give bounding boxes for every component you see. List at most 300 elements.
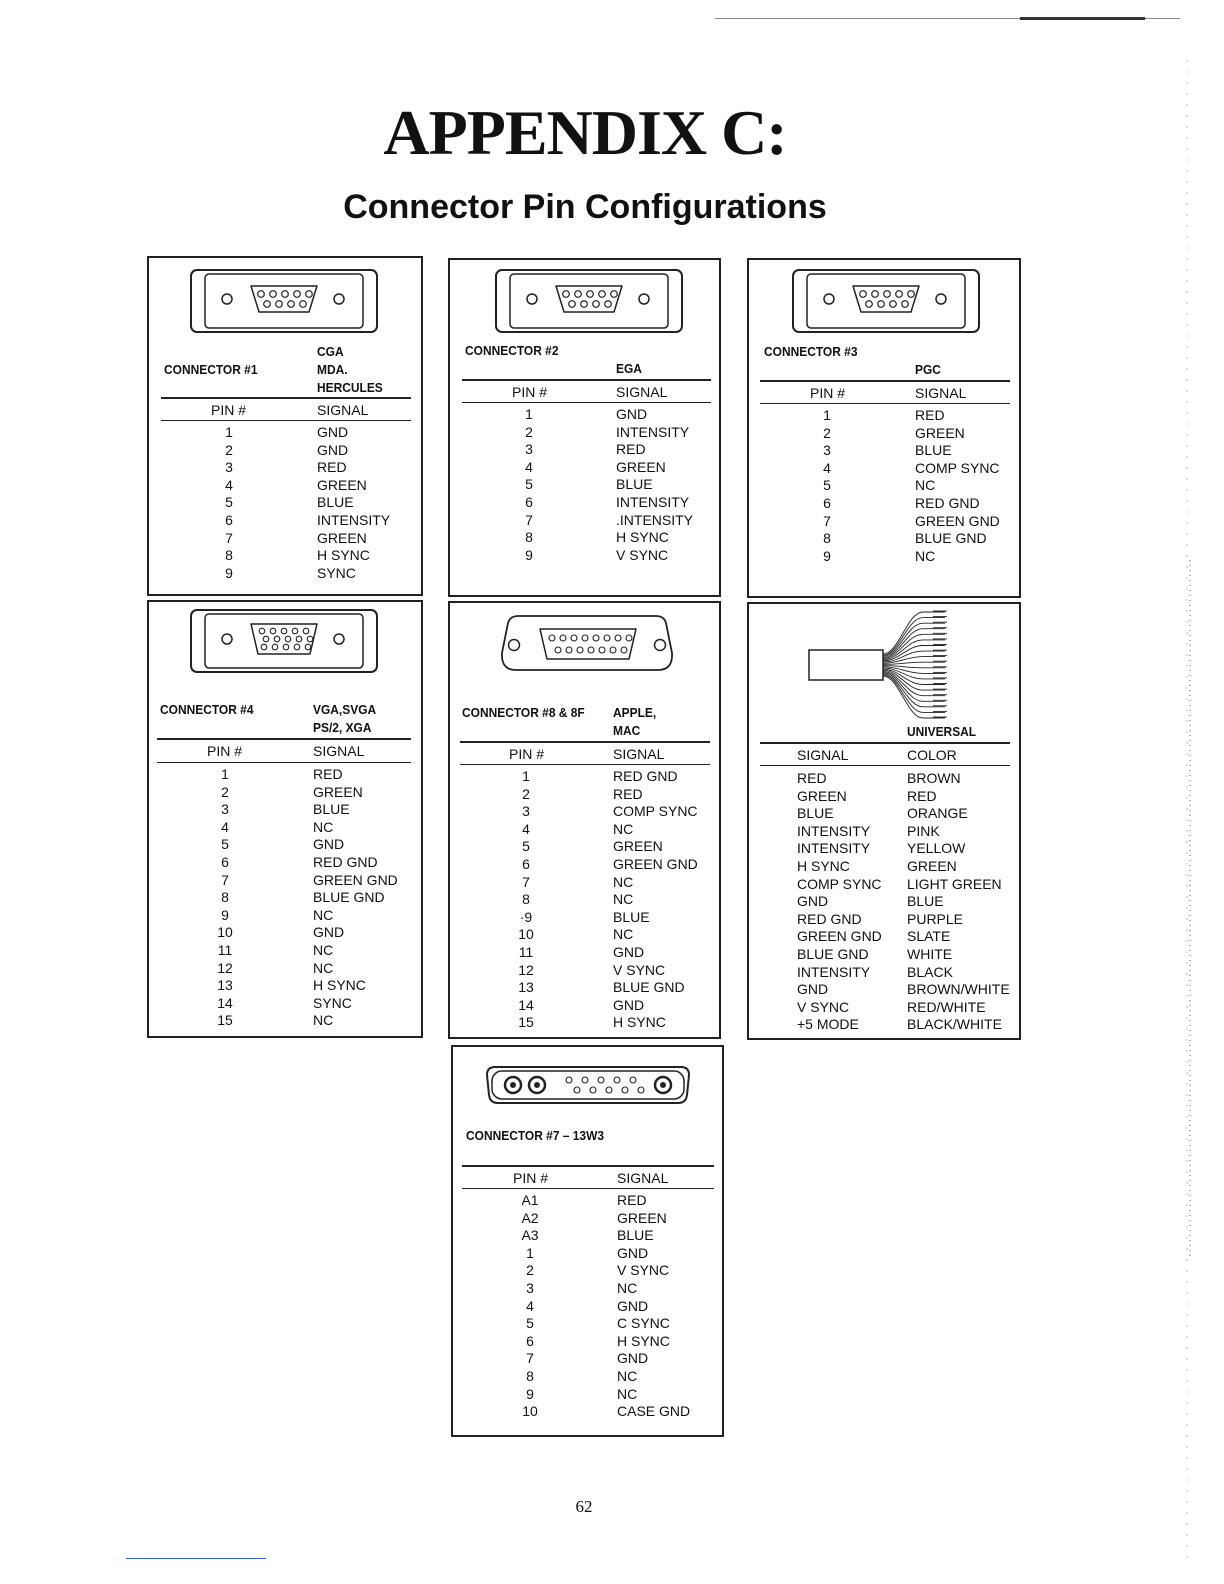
- wire-signal: COMP SYNC: [797, 875, 882, 892]
- table-row: [462, 1262, 690, 1280]
- pin-number: 6: [225, 511, 233, 528]
- pin-signal: RED: [915, 407, 945, 423]
- connector-7-header-rule: [462, 1165, 714, 1167]
- db9-connector-icon: [494, 268, 684, 336]
- universal-signal-header: SIGNAL: [797, 747, 849, 763]
- pin-signal: RED GND: [313, 853, 378, 870]
- connector-2-pin-header: PIN #: [512, 384, 548, 400]
- connector-3-panel: [747, 258, 1021, 598]
- connector-8-panel: [448, 601, 721, 1039]
- pin-signal: GND: [616, 406, 648, 422]
- wire-signal: INTENSITY: [797, 822, 871, 839]
- pin-number: 7: [525, 511, 533, 528]
- connector-4-type-line-1: VGA,SVGA: [313, 702, 377, 717]
- connector-1-name: CONNECTOR #1: [164, 362, 258, 377]
- pin-number: 14: [518, 996, 534, 1013]
- table-row: [460, 1014, 698, 1032]
- pin-number: 4: [225, 476, 233, 493]
- pin-signal: GREEN: [313, 783, 363, 800]
- pin-signal: GREEN: [317, 529, 367, 546]
- connector-8-type-line-2: MAC: [613, 723, 641, 738]
- table-row: [462, 1298, 690, 1316]
- pin-number: 5: [525, 476, 533, 493]
- connector-4-pin-table: [157, 766, 398, 1030]
- pin-signal: V SYNC: [616, 546, 669, 563]
- pin-number: 8: [522, 891, 530, 908]
- pin-number: 5: [522, 838, 530, 855]
- connector-7-panel: [451, 1045, 724, 1437]
- pin-number: 1: [823, 407, 831, 423]
- connector-1-pin-header: PIN #: [211, 402, 247, 418]
- table-row: [462, 1227, 690, 1245]
- pin-signal: RED: [613, 785, 643, 802]
- wire-color: WHITE: [907, 945, 953, 962]
- pin-signal: H SYNC: [313, 977, 366, 994]
- pin-number: 3: [525, 441, 533, 458]
- connector-8-type-line-1: APPLE,: [613, 705, 657, 720]
- table-row: [157, 977, 398, 995]
- universal-color-table: [797, 770, 1010, 1034]
- table-row: [462, 529, 693, 547]
- pin-signal: NC: [313, 941, 334, 958]
- table-row: [161, 565, 390, 583]
- connector-3-pin-table: [760, 407, 1000, 565]
- wire-color: RED: [907, 787, 937, 804]
- pin-number: 1: [525, 406, 533, 422]
- table-row: [760, 460, 1000, 478]
- connector-1-column-rule: [161, 420, 411, 421]
- pin-signal: SYNC: [317, 564, 356, 581]
- pin-signal: GND: [617, 1350, 649, 1367]
- connector-4-type-line-2: PS/2, XGA: [313, 720, 372, 735]
- connector-1-header-rule: [161, 397, 411, 399]
- pin-signal: H SYNC: [317, 547, 370, 564]
- wire-signal: +5 MODE: [797, 1016, 859, 1033]
- connector-1-type-line-3: HERCULES: [317, 380, 383, 395]
- connector-4-pin-header: PIN #: [207, 743, 243, 759]
- pin-signal: INTENSITY: [616, 493, 690, 510]
- db9-connector-icon: [189, 268, 379, 336]
- pin-number: 10: [518, 926, 534, 943]
- pin-signal: H SYNC: [616, 529, 669, 546]
- table-row: [462, 1350, 690, 1368]
- pin-number: 7: [221, 871, 229, 888]
- table-row: [460, 944, 698, 962]
- connector-7-pin-header: PIN #: [513, 1170, 549, 1186]
- pin-number: 1: [221, 766, 229, 782]
- connector-2-header-rule: [462, 379, 711, 381]
- wire-signal: RED: [797, 770, 827, 786]
- table-row: [462, 512, 693, 530]
- table-row: [797, 770, 1010, 788]
- table-row: [161, 547, 390, 565]
- table-row: [460, 838, 698, 856]
- pin-signal: NC: [617, 1385, 638, 1402]
- table-row: [157, 819, 398, 837]
- table-row: [797, 981, 1010, 999]
- connector-2-panel: [448, 258, 721, 597]
- wire-signal: RED GND: [797, 910, 862, 927]
- pin-signal: BLUE GND: [915, 530, 987, 547]
- pin-number: 7: [522, 873, 530, 890]
- pin-signal: GREEN: [616, 458, 666, 475]
- connector-1-type-line-2: MDA.: [317, 362, 348, 377]
- table-row: [760, 442, 1000, 460]
- pin-number: 15: [518, 1014, 534, 1031]
- connector-3-type: PGC: [915, 362, 941, 377]
- pin-signal: CASE GND: [617, 1403, 691, 1420]
- table-row: [460, 874, 698, 892]
- table-row: [760, 425, 1000, 443]
- connector-2-column-rule: [462, 402, 711, 403]
- pin-signal: H SYNC: [613, 1014, 666, 1031]
- connector-1-pin-table: [161, 424, 390, 582]
- connector-3-name: CONNECTOR #3: [764, 344, 858, 359]
- pin-signal: NC: [313, 1012, 334, 1029]
- table-row: [161, 530, 390, 548]
- table-row: [797, 876, 1010, 894]
- wire-color: PINK: [907, 822, 940, 839]
- connector-3-signal-header: SIGNAL: [915, 385, 967, 401]
- pin-signal: GREEN: [915, 424, 965, 441]
- table-row: [797, 805, 1010, 823]
- wire-color: BLUE: [907, 893, 944, 910]
- table-row: [157, 960, 398, 978]
- connector-4-signal-header: SIGNAL: [313, 743, 365, 759]
- pin-number: 8: [221, 889, 229, 906]
- universal-color-header: COLOR: [907, 747, 957, 763]
- table-row: [161, 512, 390, 530]
- table-row: [462, 1280, 690, 1298]
- pin-signal: RED GND: [613, 768, 678, 784]
- pin-number: 1: [526, 1244, 534, 1261]
- pin-signal: V SYNC: [613, 961, 666, 978]
- connector-2-signal-header: SIGNAL: [616, 384, 668, 400]
- pin-number: 6: [522, 855, 530, 872]
- connector-8-pin-header: PIN #: [509, 746, 545, 762]
- pin-signal: GND: [613, 996, 645, 1013]
- wire-signal: H SYNC: [797, 857, 850, 874]
- table-row: [760, 530, 1000, 548]
- pin-signal: GREEN GND: [915, 512, 1000, 529]
- table-row: [797, 1016, 1010, 1034]
- pin-number: 12: [518, 961, 534, 978]
- table-row: [157, 907, 398, 925]
- pin-signal: .INTENSITY: [616, 511, 694, 528]
- connector-3-pin-header: PIN #: [810, 385, 846, 401]
- pin-signal: BLUE: [616, 476, 653, 493]
- wire-color: SLATE: [907, 928, 951, 945]
- pin-signal: GND: [317, 424, 349, 440]
- table-row: [462, 424, 693, 442]
- wire-color: GREEN: [907, 857, 957, 874]
- page-subtitle: Connector Pin Configurations: [343, 188, 827, 226]
- connector-7-pin-table: [462, 1192, 690, 1421]
- pin-signal: NC: [313, 906, 334, 923]
- pin-number: 8: [225, 547, 233, 564]
- table-row: [460, 856, 698, 874]
- bottom-rule: [126, 1558, 266, 1559]
- pin-signal: SYNC: [313, 994, 352, 1011]
- page-number: 62: [575, 1497, 593, 1516]
- universal-header-rule: [760, 742, 1010, 744]
- wire-color: BLACK/WHITE: [907, 1016, 1002, 1033]
- pin-number: 4: [522, 820, 530, 837]
- wire-color: BROWN/WHITE: [907, 981, 1010, 998]
- pin-number: 2: [221, 783, 229, 800]
- table-row: [797, 946, 1010, 964]
- table-row: [462, 1368, 690, 1386]
- table-row: [157, 924, 398, 942]
- pin-number: 15: [217, 1012, 233, 1029]
- wire-signal: INTENSITY: [797, 840, 871, 857]
- wire-color: ORANGE: [907, 805, 968, 822]
- scan-edge-marks: [1180, 60, 1194, 1560]
- table-row: [797, 999, 1010, 1017]
- table-row: [797, 911, 1010, 929]
- pin-signal: GREEN: [613, 838, 663, 855]
- pin-number: 9: [221, 906, 229, 923]
- wire-color: BLACK: [907, 963, 953, 980]
- pin-number: 4: [823, 459, 831, 476]
- pin-number: 9: [526, 1385, 534, 1402]
- pin-number: 9: [823, 547, 831, 564]
- table-row: [797, 928, 1010, 946]
- connector-4-header-rule: [157, 738, 411, 740]
- pin-signal: BLUE GND: [613, 979, 685, 996]
- table-row: [161, 494, 390, 512]
- table-row: [797, 964, 1010, 982]
- connector-8-name: CONNECTOR #8 & 8F: [462, 705, 585, 720]
- table-row: [157, 784, 398, 802]
- pin-signal: GND: [313, 924, 345, 941]
- pin-number: 12: [217, 959, 233, 976]
- pin-number: 2: [225, 441, 233, 458]
- table-row: [760, 548, 1000, 566]
- table-row: [760, 407, 1000, 425]
- table-row: [157, 872, 398, 890]
- connector-4-panel: [147, 600, 423, 1038]
- table-row: [462, 459, 693, 477]
- pin-signal: NC: [617, 1279, 638, 1296]
- table-row: [797, 858, 1010, 876]
- pin-number: 9: [225, 564, 233, 581]
- pin-number: 7: [526, 1350, 534, 1367]
- table-row: [460, 909, 698, 927]
- table-row: [460, 962, 698, 980]
- pin-number: 1: [225, 424, 233, 440]
- connector-7-signal-header: SIGNAL: [617, 1170, 669, 1186]
- pin-signal: NC: [313, 818, 334, 835]
- table-row: [460, 997, 698, 1015]
- wire-signal: INTENSITY: [797, 963, 871, 980]
- pin-number: 13: [217, 977, 233, 994]
- pin-signal: RED: [617, 1192, 647, 1208]
- table-row: [462, 1333, 690, 1351]
- pin-number: 8: [525, 529, 533, 546]
- pin-number: 2: [526, 1262, 534, 1279]
- table-row: [161, 459, 390, 477]
- table-row: [760, 477, 1000, 495]
- connector-4-name: CONNECTOR #4: [160, 702, 254, 717]
- connector-8-signal-header: SIGNAL: [613, 746, 665, 762]
- pin-signal: INTENSITY: [616, 423, 690, 440]
- pin-signal: RED: [616, 441, 646, 458]
- wire-signal: GND: [797, 893, 829, 910]
- pin-signal: NC: [613, 891, 634, 908]
- connector-8-header-rule: [460, 741, 710, 743]
- wire-signal: GREEN: [797, 787, 847, 804]
- pin-signal: RED: [313, 766, 343, 782]
- table-row: [462, 406, 693, 424]
- connector-7-column-rule: [462, 1188, 714, 1189]
- top-rule-thick: [1020, 17, 1145, 20]
- table-row: [460, 786, 698, 804]
- connector-2-type: EGA: [616, 361, 642, 376]
- table-row: [462, 441, 693, 459]
- wire-signal: V SYNC: [797, 998, 850, 1015]
- table-row: [157, 801, 398, 819]
- pin-number: 5: [823, 477, 831, 494]
- table-row: [157, 942, 398, 960]
- pin-signal: GND: [617, 1244, 649, 1261]
- wire-color: YELLOW: [907, 840, 966, 857]
- pin-number: A1: [521, 1192, 539, 1208]
- pin-number: 2: [823, 424, 831, 441]
- table-row: [797, 788, 1010, 806]
- pin-number: ·9: [519, 908, 533, 925]
- pin-signal: BLUE: [313, 801, 350, 818]
- pin-signal: COMP SYNC: [915, 459, 1000, 476]
- universal-column-rule: [760, 765, 1010, 766]
- pin-signal: GND: [617, 1297, 649, 1314]
- table-row: [460, 979, 698, 997]
- pin-signal: BLUE GND: [313, 889, 385, 906]
- universal-type: UNIVERSAL: [907, 724, 977, 739]
- pin-number: 13: [518, 979, 534, 996]
- pin-number: 11: [518, 943, 534, 960]
- pin-number: 1: [522, 768, 530, 784]
- pin-number: 6: [525, 493, 533, 510]
- pin-signal: C SYNC: [617, 1315, 670, 1332]
- table-row: [462, 1386, 690, 1404]
- pin-signal: GND: [613, 943, 645, 960]
- pin-signal: GND: [317, 441, 349, 458]
- table-row: [161, 477, 390, 495]
- pin-number: 4: [526, 1297, 534, 1314]
- pin-number: 4: [221, 818, 229, 835]
- pin-number: 7: [225, 529, 233, 546]
- table-row: [161, 424, 390, 442]
- pin-signal: INTENSITY: [317, 511, 391, 528]
- table-row: [460, 803, 698, 821]
- db15-connector-icon: [498, 613, 676, 673]
- pin-number: A2: [521, 1209, 539, 1226]
- connector-8-column-rule: [460, 764, 710, 765]
- table-row: [157, 766, 398, 784]
- hd15-connector-icon: [189, 608, 379, 676]
- wire-signal: BLUE: [797, 805, 834, 822]
- table-row: [157, 836, 398, 854]
- connector-1-type-line-1: CGA: [317, 344, 344, 359]
- pin-number: 10: [522, 1403, 538, 1420]
- pin-signal: GREEN GND: [613, 855, 698, 872]
- pin-signal: NC: [613, 873, 634, 890]
- pin-number: 5: [526, 1315, 534, 1332]
- db9-connector-icon: [791, 268, 981, 336]
- connector-3-column-rule: [760, 403, 1010, 404]
- pin-number: 3: [823, 442, 831, 459]
- 13w3-connector-icon: [485, 1065, 691, 1105]
- table-row: [460, 768, 698, 786]
- pin-number: 10: [217, 924, 233, 941]
- connector-7-name: CONNECTOR #7 – 13W3: [466, 1128, 605, 1143]
- pin-signal: NC: [617, 1367, 638, 1384]
- table-row: [157, 889, 398, 907]
- pin-number: 2: [525, 423, 533, 440]
- connector-8-pin-table: [460, 768, 698, 1032]
- table-row: [462, 476, 693, 494]
- table-row: [760, 513, 1000, 531]
- pin-signal: V SYNC: [617, 1262, 670, 1279]
- table-row: [797, 823, 1010, 841]
- pin-number: A3: [521, 1227, 539, 1244]
- table-row: [462, 1403, 690, 1421]
- pin-signal: GND: [313, 836, 345, 853]
- table-row: [797, 893, 1010, 911]
- wire-color: BROWN: [907, 770, 961, 786]
- pin-signal: NC: [915, 477, 936, 494]
- connector-2-pin-table: [462, 406, 693, 564]
- pin-number: 8: [526, 1367, 534, 1384]
- pin-number: 2: [522, 785, 530, 802]
- table-row: [460, 891, 698, 909]
- pin-number: 14: [217, 994, 233, 1011]
- table-row: [462, 1210, 690, 1228]
- pin-number: 6: [221, 853, 229, 870]
- pin-number: 3: [526, 1279, 534, 1296]
- table-row: [161, 442, 390, 460]
- pin-signal: NC: [613, 820, 634, 837]
- wire-signal: BLUE GND: [797, 945, 869, 962]
- wire-signal: GND: [797, 981, 829, 998]
- table-row: [462, 494, 693, 512]
- pin-number: 6: [823, 494, 831, 511]
- universal-panel: [747, 602, 1021, 1040]
- pin-number: 6: [526, 1332, 534, 1349]
- pin-number: 3: [225, 459, 233, 476]
- pin-signal: GREEN: [617, 1209, 667, 1226]
- pin-signal: BLUE: [317, 494, 354, 511]
- pin-signal: NC: [313, 959, 334, 976]
- pin-signal: RED: [317, 459, 347, 476]
- connector-1-panel: [147, 256, 423, 596]
- pin-number: 3: [221, 801, 229, 818]
- pin-signal: GREEN: [317, 476, 367, 493]
- pin-signal: H SYNC: [617, 1332, 670, 1349]
- table-row: [797, 840, 1010, 858]
- table-row: [157, 995, 398, 1013]
- pin-number: 11: [217, 941, 233, 958]
- table-row: [760, 495, 1000, 513]
- wire-signal: GREEN GND: [797, 928, 882, 945]
- pin-number: 4: [525, 458, 533, 475]
- table-row: [460, 821, 698, 839]
- wire-color: LIGHT GREEN: [907, 875, 1002, 892]
- wire-color: PURPLE: [907, 910, 964, 927]
- pin-signal: NC: [915, 547, 936, 564]
- pin-number: 7: [823, 512, 831, 529]
